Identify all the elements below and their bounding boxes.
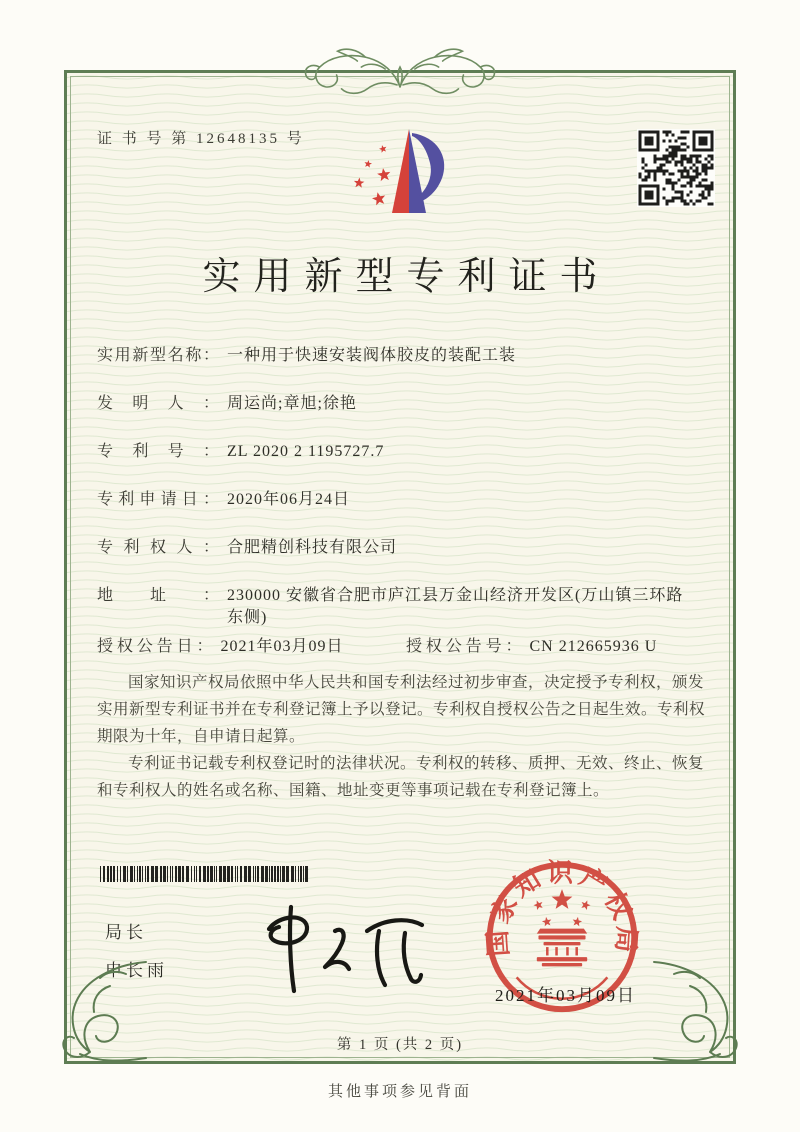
- field-label: 专利申请日：: [97, 491, 219, 508]
- page-number: 第 1 页 (共 2 页): [336, 1037, 464, 1053]
- field-label: 发明人：: [97, 395, 219, 412]
- seal-date: 2021年03月09日: [495, 986, 636, 1005]
- field-value: 周运尚;章旭;徐艳: [227, 395, 357, 412]
- cnipa-patent-logo-icon: [350, 125, 450, 219]
- paragraph-register: 专利证书记载专利权登记时的法律状况。专利权的转移、质押、无效、终止、恢复和专利权人的姓名或名称、国籍、地址变更等事项记载在专利登记簿上。: [97, 755, 705, 799]
- grant-row: [97, 636, 715, 658]
- officer-title: 局长: [105, 923, 147, 942]
- field-row: [97, 441, 715, 463]
- field-value: 合肥精创科技有限公司: [227, 539, 398, 556]
- field-row: [97, 345, 715, 367]
- field-label: 专利权人：: [97, 539, 219, 556]
- field-list: [97, 345, 715, 637]
- field-label: 专利号：: [97, 443, 219, 460]
- field-row: [97, 585, 715, 629]
- certificate-number: 证 书 号 第 12648135 号: [97, 131, 305, 147]
- field-row: [97, 393, 715, 415]
- bottom-left-corner-ornament: [50, 956, 150, 1072]
- top-flourish-ornament: [286, 42, 514, 100]
- certificate-title: 实用新型专利证书: [202, 256, 611, 298]
- legal-paragraphs: [97, 669, 717, 804]
- grant-date-label: 授权公告日：: [97, 638, 213, 655]
- grant-no-value: CN 212665936 U: [529, 638, 658, 655]
- grant-no-label: 授权公告号：: [406, 638, 522, 655]
- paragraph-grant: 国家知识产权局依照中华人民共和国专利法经过初步审查，决定授予专利权，颁发实用新型专利证书并在专利登记簿上予以登记。专利权自授权公告之日起生效。专利权期限为十年，自申请日起算。: [97, 674, 706, 745]
- field-value: ZL 2020 2 1195727.7: [227, 443, 385, 460]
- field-label: 实用新型名称：: [97, 347, 219, 364]
- officer-name: 申长雨: [105, 961, 168, 980]
- field-value: 一种用于快速安装阀体胶皮的装配工装: [227, 347, 517, 364]
- grant-date-value: 2021年03月09日: [220, 638, 344, 655]
- field-label: 地址：: [97, 587, 219, 604]
- certificate-page: [64, 70, 736, 1064]
- barcode-icon: [100, 866, 312, 882]
- bottom-right-corner-ornament: [650, 956, 750, 1072]
- field-row: [97, 489, 715, 511]
- qr-code-icon: [637, 129, 715, 207]
- field-row: [97, 537, 715, 559]
- field-value: 230000 安徽省合肥市庐江县万金山经济开发区(万山镇三环路东侧): [227, 587, 684, 626]
- back-side-note: 其他事项参见背面: [327, 1084, 472, 1100]
- seal-text: 国家知识产权局: [482, 858, 642, 958]
- director-signature-icon: [239, 901, 429, 996]
- field-value: 2020年06月24日: [227, 491, 351, 508]
